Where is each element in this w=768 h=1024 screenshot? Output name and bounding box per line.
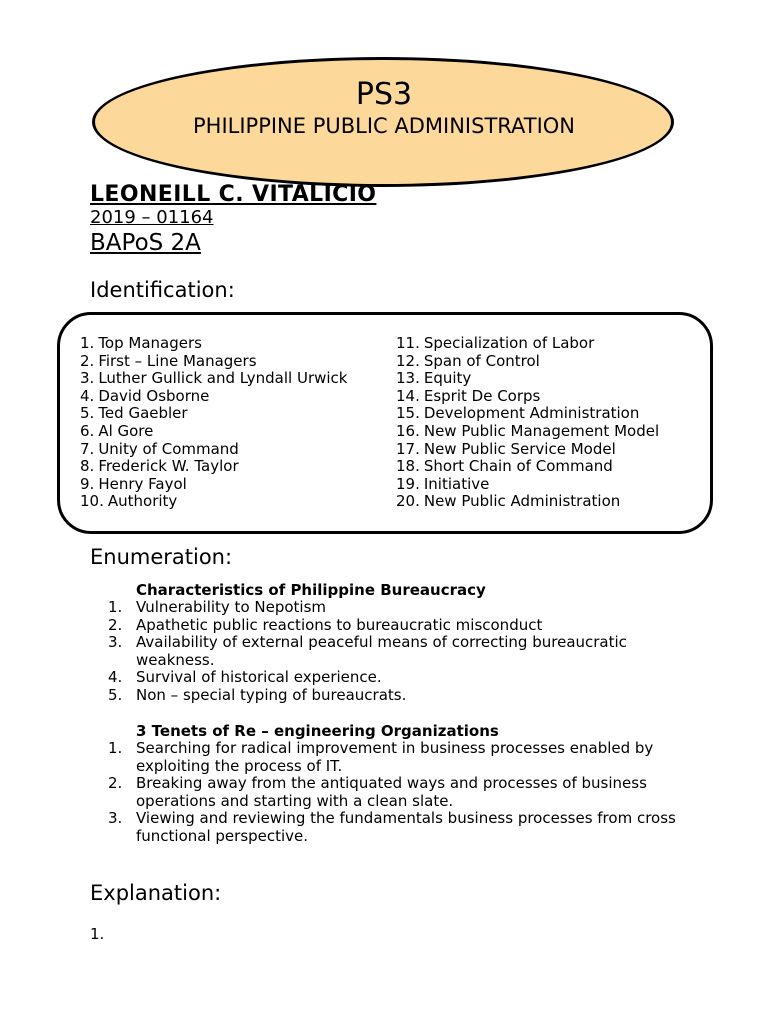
list-item: 7. Unity of Command: [80, 439, 239, 458]
list-item: 3. Viewing and reviewing the fundamentals business processes from cross functional perspective.: [108, 809, 676, 845]
list-item: 20. New Public Administration: [396, 492, 621, 511]
student-name: LEONEILL C. VITALICIO: [90, 182, 377, 207]
list-item: 9. Henry Fayol: [80, 474, 187, 493]
identification-heading: Identification:: [90, 278, 235, 302]
explanation-item-number: 1.: [90, 925, 105, 943]
course-name: PHILIPPINE PUBLIC ADMINISTRATION: [192, 114, 576, 138]
list-item: 1. Vulnerability to Nepotism: [108, 598, 327, 616]
list-item: 2. First – Line Managers: [80, 351, 257, 370]
identification-column-right: [396, 335, 659, 511]
list-item: 4. David Osborne: [80, 386, 210, 405]
list-item: 14. Esprit De Corps: [396, 386, 541, 405]
list-item: 15. Development Administration: [396, 404, 640, 423]
list-item: 8. Frederick W. Taylor: [80, 457, 239, 476]
list-item: 13. Equity: [396, 369, 472, 388]
list-item: 1. Top Managers: [80, 334, 202, 352]
list-item: 1. Searching for radical improvement in business processes enabled by exploiting the process of IT.: [108, 739, 654, 775]
list-item: 11. Specialization of Labor: [396, 334, 595, 352]
student-section: BAPoS 2A: [90, 230, 201, 256]
list-item: 16. New Public Management Model: [396, 421, 660, 440]
reengineering-tenets-list: [108, 740, 688, 846]
list-item: 3. Availability of external peaceful means of correcting bureaucratic weakness.: [108, 633, 627, 669]
list-item: 4. Survival of historical experience.: [108, 668, 382, 687]
list-item: 17. New Public Service Model: [396, 439, 616, 458]
explanation-heading: Explanation:: [90, 881, 222, 905]
list-item: 5. Ted Gaebler: [80, 404, 188, 423]
list-item: 6. Al Gore: [80, 421, 154, 440]
course-code: PS3: [355, 77, 413, 112]
reengineering-tenets-title: 3 Tenets of Re – engineering Organizations: [136, 722, 499, 740]
list-item: 5. Non – special typing of bureaucrats.: [108, 685, 407, 704]
bureaucracy-characteristics-list: [108, 599, 688, 705]
list-item: 10. Authority: [80, 492, 178, 511]
identification-column-left: [80, 335, 347, 511]
list-item: 18. Short Chain of Command: [396, 457, 613, 476]
list-item: 12. Span of Control: [396, 351, 540, 370]
enumeration-heading: Enumeration:: [90, 545, 233, 569]
list-item: 19. Initiative: [396, 474, 490, 493]
list-item: 2. Breaking away from the antiquated ways and processes of business operations and starting with a clean slate.: [108, 774, 647, 810]
list-item: 3. Luther Gullick and Lyndall Urwick: [80, 369, 348, 388]
student-id-number: 2019 – 01164: [90, 207, 214, 228]
bureaucracy-characteristics-title: Characteristics of Philippine Bureaucracy: [136, 581, 486, 599]
list-item: 2. Apathetic public reactions to bureaucratic misconduct: [108, 615, 543, 634]
